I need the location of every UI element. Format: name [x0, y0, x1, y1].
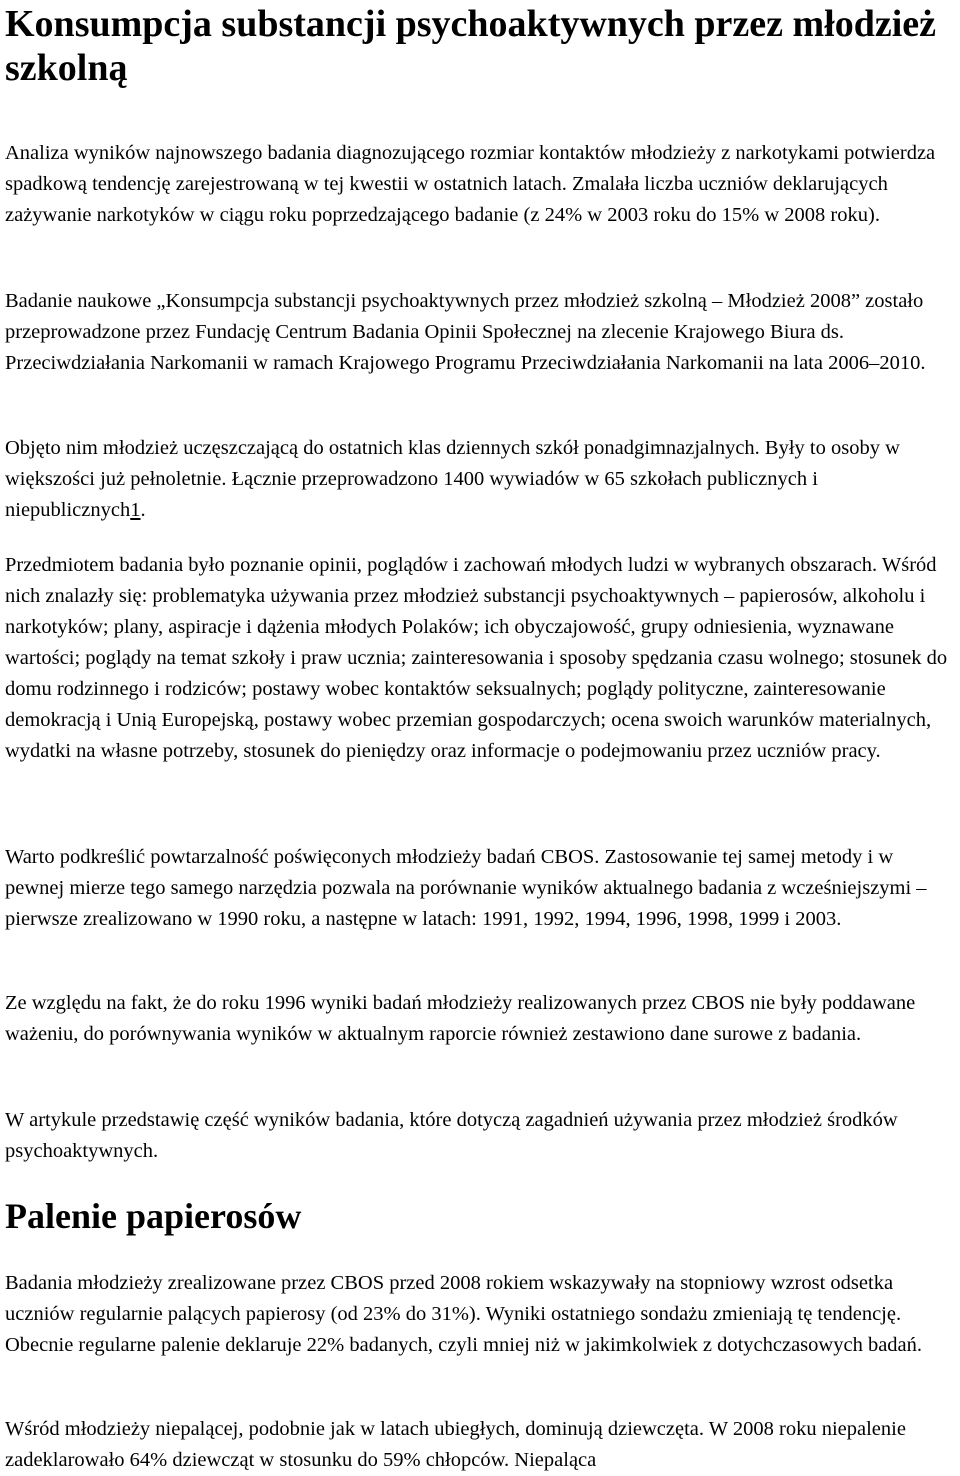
non-smokers-paragraph: Wśród młodzieży niepalącej, podobnie jak w latach ubiegłych, dominują dziewczęta. W 2008 roku niepalenie zadeklarowało 64% dziewcząt w stosunku do 59% chłopców. Niepaląca: [5, 1418, 906, 1471]
intro-paragraph: Analiza wyników najnowszego badania diagnozującego rozmiar kontaktów młodzieży z narkotykami potwierdza spadkową tendencję zarejestrowaną w tej kwestii w ostatnich latach. Zmalała liczba uczniów deklarujących zażywanie narkotyków w ciągu roku poprzedzającego badanie (z 24% w 2003 roku do 15% w 2008 roku).: [5, 142, 936, 226]
sample-paragraph: [5, 433, 955, 526]
page-title: Konsumpcja substancji psychoaktywnych przez młodzież szkolną: [5, 3, 937, 89]
footnote-link[interactable]: 1: [130, 499, 141, 521]
smoking-trend-paragraph: Badania młodzieży zrealizowane przez CBOS przed 2008 rokiem wskazywały na stopniowy wzrost odsetka uczniów regularnie palących papierosy (od 23% do 31%). Wyniki ostatniego sondażu zmieniają tę tendencję. Obecnie regularne palenie deklaruje 22% badanych, czyli mniej niż w jakimkolwiek z dotychczasowych badań.: [5, 1272, 923, 1356]
method-paragraph: Warto podkreślić powtarzalność poświęconych młodzieży badań CBOS. Zastosowanie tej samej metody i w pewnej mierze tego samego narzędzia pozwala na porównanie wyników aktualnego badania z wcześniejszymi – pierwsze zrealizowano w 1990 roku, a następne w latach: 1991, 1992, 1994, 1996, 1998, 1999 i 2003.: [5, 846, 927, 930]
weighting-paragraph: Ze względu na fakt, że do roku 1996 wyniki badań młodzieży realizowanych przez CBOS nie były poddawane ważeniu, do porównywania wyników w aktualnym raporcie również zestawiono dane surowe z badania.: [5, 992, 916, 1045]
scope-paragraph: Przedmiotem badania było poznanie opinii, poglądów i zachowań młodych ludzi w wybranych obszarach. Wśród nich znalazły się: problematyka używania przez młodzież substancji psychoaktywnych – papierosów, alkoholu i narkotyków; plany, aspiracje i dążenia młodych Polaków; ich obyczajowość, grupy odniesienia, wyznawane wartości; poglądy na temat szkoły i praw ucznia; zainteresowania i sposoby spędzania czasu wolnego; stosunek do domu rodzinnego i rodziców; postawy wobec kontaktów seksualnych; poglądy polityczne, zainteresowanie demokracją i Unią Europejską, postawy wobec przemian gospodarczych; ocena swoich warunków materialnych, wydatki na własne potrzeby, stosunek do pieniędzy oraz informacje o podejmowaniu przez uczniów pracy.: [5, 554, 948, 762]
section-heading: Palenie papierosów: [5, 1196, 302, 1236]
sample-paragraph-text: Objęto nim młodzież uczęszczającą do ostatnich klas dziennych szkół ponadgimnazjalnych. Były to osoby w większości już pełnoletnie. Łącznie przeprowadzono 1400 wywiadów w 65 szkołach publicznych i niepublicznych: [5, 437, 900, 521]
study-description-paragraph: Badanie naukowe „Konsumpcja substancji psychoaktywnych przez młodzież szkolną – Młodzież 2008” zostało przeprowadzone przez Fundację Centrum Badania Opinii Społecznej na zlecenie Krajowego Biura ds. Przeciwdziałania Narkomanii w ramach Krajowego Programu Przeciwdziałania Narkomanii na lata 2006–2010.: [5, 290, 926, 374]
scope-of-article-paragraph: W artykule przedstawię część wyników badania, które dotyczą zagadnień używania przez młodzież środków psychoaktywnych.: [5, 1109, 898, 1162]
sample-paragraph-end: .: [140, 499, 146, 521]
